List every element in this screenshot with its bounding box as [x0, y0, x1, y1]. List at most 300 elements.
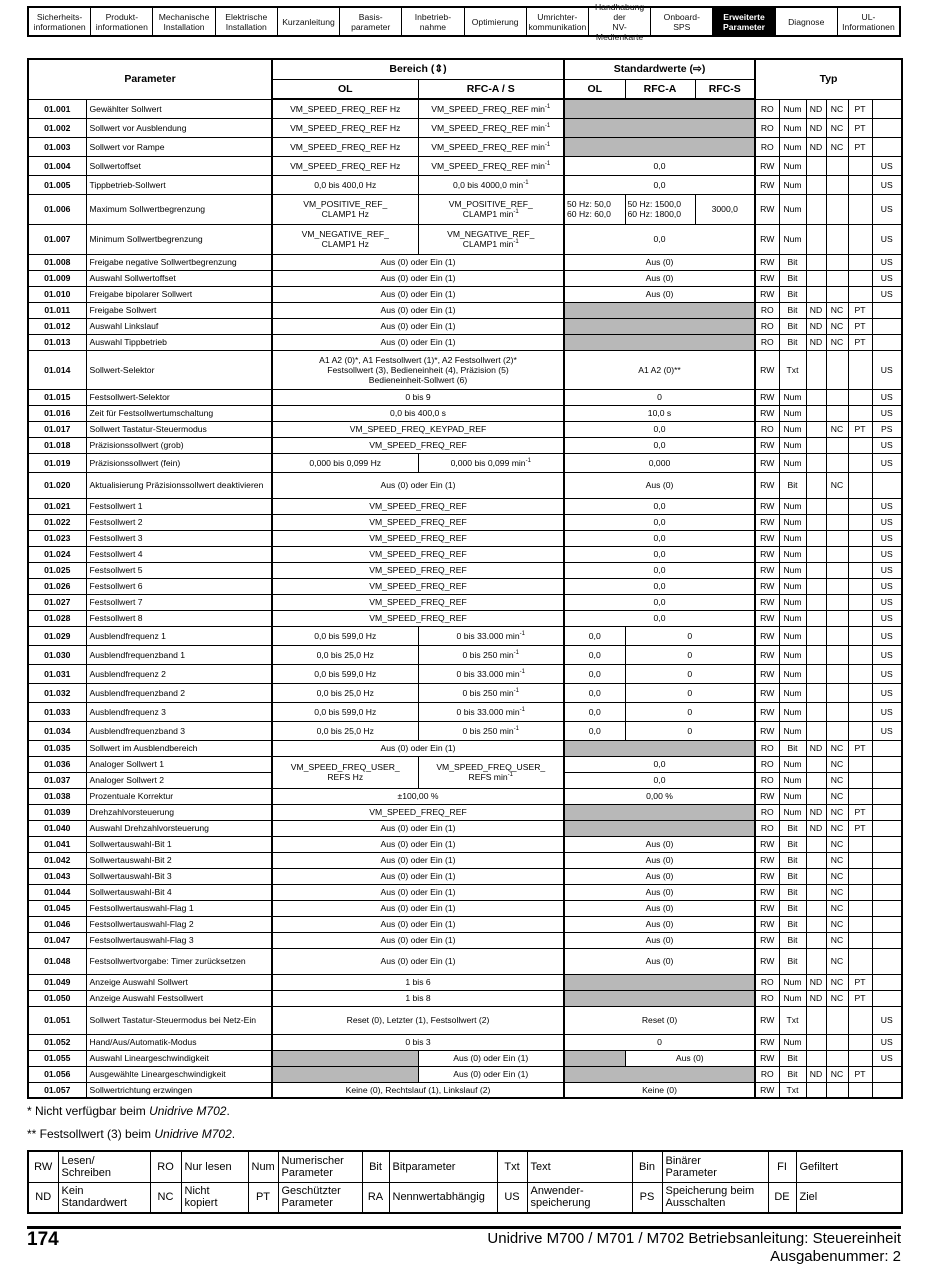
default-all: 0 [564, 389, 755, 405]
type-flag: US [872, 175, 902, 194]
table-row [28, 530, 902, 546]
type-flag: RW [755, 453, 779, 472]
legend-desc: Anwender- speicherung [527, 1182, 632, 1213]
type-flag: RW [755, 156, 779, 175]
type-flag: US [872, 594, 902, 610]
table-row [28, 350, 902, 389]
range-rfc: VM_SPEED_FREQ_REF $\min^{-1}$ [418, 137, 564, 156]
table-row [28, 788, 902, 804]
type-flag [848, 594, 872, 610]
type-flag [848, 868, 872, 884]
type-flag [826, 1050, 848, 1066]
table-row [28, 254, 902, 270]
param-number: 01.026 [28, 578, 86, 594]
range-all: Reset (0), Letzter (1), Festsollwert (2) [272, 1006, 564, 1034]
param-name: Festsollwertvorgabe: Timer zurücksetzen [86, 948, 272, 974]
default-rfc: 0 [625, 664, 755, 683]
default-na [564, 334, 755, 350]
range-all: ±100,00 % [272, 788, 564, 804]
table-row [28, 740, 902, 756]
type-flag: Num [779, 702, 806, 721]
range-ol: 0,0 bis 599,0 Hz [272, 702, 418, 721]
param-number: 01.024 [28, 546, 86, 562]
nav-tab[interactable]: Elektrische Installation [216, 8, 278, 35]
type-flag: Bit [779, 884, 806, 900]
type-flag: NC [826, 740, 848, 756]
range-rfc: VM_SPEED_FREQ_REF $\min^{-1}$ [418, 99, 564, 118]
range-all: Aus (0) oder Ein (1) [272, 868, 564, 884]
type-flag [848, 916, 872, 932]
default-na [564, 99, 755, 118]
type-flag [806, 562, 826, 578]
table-row [28, 820, 902, 836]
type-flag: NC [826, 118, 848, 137]
type-flag: US [872, 702, 902, 721]
header-default-rfc-s: RFC-S [695, 79, 755, 99]
default-na [564, 804, 755, 820]
type-flag [806, 224, 826, 254]
param-number: 01.037 [28, 772, 86, 788]
default-all: Aus (0) [564, 948, 755, 974]
param-number: 01.007 [28, 224, 86, 254]
param-number: 01.002 [28, 118, 86, 137]
param-name: Sollwert-Selektor [86, 350, 272, 389]
param-number: 01.031 [28, 664, 86, 683]
nav-tab[interactable]: Umrichter- kommunikation [527, 8, 589, 35]
type-flag: Bit [779, 820, 806, 836]
type-flag: Num [779, 453, 806, 472]
type-flag: RW [755, 788, 779, 804]
type-legend [27, 1150, 903, 1214]
header-range-rfc: RFC-A / S [418, 79, 564, 99]
table-row [28, 804, 902, 820]
table-row [28, 175, 902, 194]
default-rfc-s: 3000,0 [695, 194, 755, 224]
type-flag: RW [755, 405, 779, 421]
type-flag: Num [779, 514, 806, 530]
type-flag [848, 437, 872, 453]
table-row [28, 836, 902, 852]
type-flag: RW [755, 578, 779, 594]
default-all: Aus (0) [564, 836, 755, 852]
nav-tab[interactable]: Diagnose [776, 8, 838, 35]
legend-abbr: US [497, 1182, 527, 1213]
table-row [28, 99, 902, 118]
type-flag [806, 772, 826, 788]
legend-desc: Geschützter Parameter [278, 1182, 362, 1213]
type-flag [872, 334, 902, 350]
type-flag: ND [806, 334, 826, 350]
range-all: Aus (0) oder Ein (1) [272, 302, 564, 318]
range-all: VM_SPEED_FREQ_KEYPAD_REF [272, 421, 564, 437]
type-flag: Num [779, 788, 806, 804]
type-flag: RO [755, 99, 779, 118]
table-row [28, 645, 902, 664]
type-flag: Num [779, 645, 806, 664]
type-flag [806, 472, 826, 498]
legend-desc: Nicht kopiert [181, 1182, 248, 1213]
param-number: 01.049 [28, 974, 86, 990]
range-rfc: 0,000 bis 0,099 $\min^{-1}$ [418, 453, 564, 472]
table-row [28, 286, 902, 302]
range-all: VM_SPEED_FREQ_REF [272, 546, 564, 562]
range-ol: 0,000 bis 0,099 Hz [272, 453, 418, 472]
type-flag: RW [755, 1034, 779, 1050]
type-flag: RW [755, 626, 779, 645]
default-all: Aus (0) [564, 868, 755, 884]
default-rfc: 0 [625, 721, 755, 740]
range-all: VM_SPEED_FREQ_REF [272, 437, 564, 453]
table-row [28, 884, 902, 900]
table-row [28, 389, 902, 405]
type-flag [872, 472, 902, 498]
range-all: Aus (0) oder Ein (1) [272, 318, 564, 334]
type-flag: US [872, 224, 902, 254]
type-flag: RO [755, 740, 779, 756]
type-flag [848, 645, 872, 664]
param-name: Tippbetrieb-Sollwert [86, 175, 272, 194]
type-flag: Num [779, 974, 806, 990]
range-rfc: 0 bis 250 $\min^{-1}$ [418, 645, 564, 664]
type-flag: ND [806, 99, 826, 118]
type-flag: RO [755, 990, 779, 1006]
range-all: VM_SPEED_FREQ_REF [272, 594, 564, 610]
legend-row [28, 1182, 902, 1213]
type-flag: US [872, 530, 902, 546]
default-na [564, 740, 755, 756]
type-flag: Num [779, 1034, 806, 1050]
type-flag: Num [779, 804, 806, 820]
type-flag: RW [755, 610, 779, 626]
legend-abbr: DE [768, 1182, 796, 1213]
type-flag: Bit [779, 286, 806, 302]
type-flag: US [872, 498, 902, 514]
type-flag: Num [779, 118, 806, 137]
table-row [28, 626, 902, 645]
type-flag [826, 645, 848, 664]
type-flag: US [872, 721, 902, 740]
type-flag: Num [779, 578, 806, 594]
default-all: 0,0 [564, 562, 755, 578]
type-flag [806, 932, 826, 948]
default-all: 0,0 [564, 756, 755, 772]
range-all: 0 bis 9 [272, 389, 564, 405]
default-all: 0,000 [564, 453, 755, 472]
type-flag: NC [826, 334, 848, 350]
type-flag [806, 437, 826, 453]
type-flag: RW [755, 286, 779, 302]
type-flag [848, 578, 872, 594]
type-flag: Num [779, 594, 806, 610]
type-flag [826, 254, 848, 270]
param-name: Hand/Aus/Automatik-Modus [86, 1034, 272, 1050]
range-ol: 0,0 bis 599,0 Hz [272, 626, 418, 645]
type-flag: RO [755, 421, 779, 437]
type-flag [806, 756, 826, 772]
type-flag: RW [755, 884, 779, 900]
type-flag [848, 405, 872, 421]
nav-tab[interactable]: UL-Informationen [842, 11, 895, 32]
type-flag: Num [779, 437, 806, 453]
param-number: 01.032 [28, 683, 86, 702]
type-flag: US [872, 562, 902, 578]
type-flag [848, 254, 872, 270]
table-row [28, 974, 902, 990]
chapter-nav [27, 1, 901, 42]
type-flag [848, 683, 872, 702]
header-defaults: Standardwerte (⇨) [564, 59, 755, 79]
type-flag: RW [755, 664, 779, 683]
type-flag [806, 350, 826, 389]
type-flag: RW [755, 916, 779, 932]
type-flag: US [872, 546, 902, 562]
footer-rule [27, 1226, 901, 1229]
type-flag: US [872, 286, 902, 302]
range-all: VM_SPEED_FREQ_REF [272, 530, 564, 546]
type-flag: ND [806, 820, 826, 836]
type-flag [806, 900, 826, 916]
param-number: 01.033 [28, 702, 86, 721]
param-number: 01.011 [28, 302, 86, 318]
range-rfc: 0 bis 250 $\min^{-1}$ [418, 683, 564, 702]
default-all: 0,0 [564, 546, 755, 562]
default-rfc-a: 50 Hz: 1500,0 60 Hz: 1800,0 [625, 194, 695, 224]
type-flag: RW [755, 594, 779, 610]
type-flag: ND [806, 302, 826, 318]
type-flag: ND [806, 740, 826, 756]
param-name: Ausblendfrequenz 2 [86, 664, 272, 683]
param-number: 01.038 [28, 788, 86, 804]
type-flag: Bit [779, 1066, 806, 1082]
table-row [28, 1034, 902, 1050]
type-flag: RW [755, 546, 779, 562]
param-name: Auswahl Drehzahlvorsteuerung [86, 820, 272, 836]
legend-abbr: PS [632, 1182, 662, 1213]
default-all: 0,0 [564, 498, 755, 514]
type-flag: Num [779, 194, 806, 224]
type-flag [806, 453, 826, 472]
type-flag [848, 702, 872, 721]
range-all: Aus (0) oder Ein (1) [272, 884, 564, 900]
range-all: Aus (0) oder Ein (1) [272, 740, 564, 756]
nav-tab[interactable]: Sicherheits- informationen [29, 8, 91, 35]
type-flag: Num [779, 530, 806, 546]
param-number: 01.056 [28, 1066, 86, 1082]
range-rfc: Aus (0) oder Ein (1) [418, 1066, 564, 1082]
nav-tab[interactable]: Erweiterte Parameter [713, 8, 775, 35]
type-flag: RW [755, 852, 779, 868]
default-ol: 0,0 [564, 664, 625, 683]
default-na [564, 820, 755, 836]
table-row [28, 916, 902, 932]
type-flag: PT [848, 99, 872, 118]
type-flag: RO [755, 118, 779, 137]
range-ol: VM_SPEED_FREQ_REF Hz [272, 118, 418, 137]
type-flag [872, 1066, 902, 1082]
footnote-1: * Nicht verfügbar beim Unidrive M702. [27, 1104, 230, 1118]
range-ol: VM_POSITIVE_REF_ CLAMP1 Hz [272, 194, 418, 224]
param-name: Sollwertauswahl-Bit 1 [86, 836, 272, 852]
type-flag [806, 610, 826, 626]
type-flag [872, 1082, 902, 1098]
type-flag: PT [848, 118, 872, 137]
legend-abbr: PT [248, 1182, 278, 1213]
param-number: 01.043 [28, 868, 86, 884]
range-all: A1 A2 (0)*, A1 Festsollwert (1)*, A2 Festsollwert (2)* Festsollwert (3), Bedieneinheit (4), Präzision (5) Bedieneinheit-Sollwert (6) [272, 350, 564, 389]
default-all: Aus (0) [564, 472, 755, 498]
header-default-ol: OL [564, 79, 625, 99]
type-flag: NC [826, 1066, 848, 1082]
table-row [28, 664, 902, 683]
nav-tab[interactable]: Basis- parameter [340, 8, 402, 35]
type-flag [872, 932, 902, 948]
default-all: Aus (0) [564, 254, 755, 270]
range-all: Aus (0) oder Ein (1) [272, 820, 564, 836]
type-flag [826, 702, 848, 721]
type-flag: RW [755, 932, 779, 948]
type-flag [848, 350, 872, 389]
table-row [28, 156, 902, 175]
param-name: Gewählter Sollwert [86, 99, 272, 118]
type-flag [826, 350, 848, 389]
type-flag [872, 99, 902, 118]
type-flag: RW [755, 836, 779, 852]
type-flag [848, 1034, 872, 1050]
param-number: 01.022 [28, 514, 86, 530]
type-flag [826, 664, 848, 683]
nav-tab[interactable]: Kurzanleitung [278, 8, 340, 35]
type-flag [872, 884, 902, 900]
param-number: 01.042 [28, 852, 86, 868]
type-flag [848, 610, 872, 626]
range-all: VM_SPEED_FREQ_REF [272, 578, 564, 594]
header-default-rfc-a: RFC-A [625, 79, 695, 99]
type-flag: US [872, 194, 902, 224]
type-flag: RW [755, 437, 779, 453]
type-flag [872, 740, 902, 756]
type-flag: RW [755, 1006, 779, 1034]
default-all: Aus (0) [564, 286, 755, 302]
range-rfc: 0 bis 33.000 $\min^{-1}$ [418, 664, 564, 683]
range-all: VM_SPEED_FREQ_REF [272, 498, 564, 514]
type-flag: NC [826, 302, 848, 318]
param-number: 01.045 [28, 900, 86, 916]
type-flag [806, 405, 826, 421]
type-flag [848, 836, 872, 852]
type-flag [872, 852, 902, 868]
nav-tab[interactable]: Mechanische Installation [153, 8, 215, 35]
type-flag: RO [755, 772, 779, 788]
type-flag [848, 498, 872, 514]
type-flag [806, 578, 826, 594]
legend-abbr: RW [28, 1151, 58, 1182]
type-flag [826, 194, 848, 224]
type-flag: ND [806, 118, 826, 137]
nav-tab[interactable]: Handhabung der NV-Medienkarte [589, 8, 651, 35]
type-flag: PT [848, 334, 872, 350]
range-ol [272, 1066, 418, 1082]
type-flag [826, 610, 848, 626]
param-number: 01.030 [28, 645, 86, 664]
type-flag [848, 788, 872, 804]
type-flag [806, 702, 826, 721]
type-flag [848, 772, 872, 788]
type-flag: NC [826, 421, 848, 437]
table-row [28, 270, 902, 286]
param-number: 01.027 [28, 594, 86, 610]
type-flag [806, 514, 826, 530]
param-name: Freigabe Sollwert [86, 302, 272, 318]
table-row [28, 137, 902, 156]
param-name: Ausblendfrequenzband 2 [86, 683, 272, 702]
default-all: 0,0 [564, 578, 755, 594]
param-number: 01.036 [28, 756, 86, 772]
default-all: Aus (0) [564, 932, 755, 948]
param-name: Freigabe negative Sollwertbegrenzung [86, 254, 272, 270]
type-flag: RO [755, 302, 779, 318]
param-number: 01.047 [28, 932, 86, 948]
type-flag: NC [826, 804, 848, 820]
type-flag: Num [779, 626, 806, 645]
table-row [28, 405, 902, 421]
type-flag: PT [848, 302, 872, 318]
default-rfc: 0 [625, 626, 755, 645]
type-flag: Bit [779, 916, 806, 932]
type-flag [826, 175, 848, 194]
type-flag: NC [826, 932, 848, 948]
type-flag [826, 1006, 848, 1034]
type-flag [806, 286, 826, 302]
type-flag: Txt [779, 350, 806, 389]
nav-tab[interactable]: Produkt- informationen [91, 8, 153, 35]
nav-tab[interactable]: Inbetrieb- nahme [402, 8, 464, 35]
nav-tab[interactable]: Onboard- SPS [651, 8, 713, 35]
default-all: 0,0 [564, 610, 755, 626]
type-flag [872, 118, 902, 137]
default-all: 0,0 [564, 156, 755, 175]
param-name: Prozentuale Korrektur [86, 788, 272, 804]
param-name: Festsollwert 2 [86, 514, 272, 530]
param-name: Freigabe bipolarer Sollwert [86, 286, 272, 302]
table-row [28, 948, 902, 974]
type-flag: RW [755, 702, 779, 721]
range-rfc: VM_SPEED_FREQ_REF $\min^{-1}$ [418, 118, 564, 137]
param-number: 01.005 [28, 175, 86, 194]
type-flag: Bit [779, 472, 806, 498]
type-flag [848, 194, 872, 224]
default-all: Aus (0) [564, 916, 755, 932]
type-flag: RW [755, 868, 779, 884]
range-ol: VM_SPEED_FREQ_REF Hz [272, 137, 418, 156]
type-flag [872, 137, 902, 156]
type-flag [806, 1034, 826, 1050]
default-na [564, 118, 755, 137]
type-flag [806, 683, 826, 702]
range-ol: 0,0 bis 25,0 Hz [272, 645, 418, 664]
legend-desc: Kein Standardwert [58, 1182, 150, 1213]
nav-tab[interactable]: Optimierung [465, 8, 527, 35]
type-flag [848, 1006, 872, 1034]
type-flag [806, 194, 826, 224]
type-flag [806, 884, 826, 900]
type-flag: NC [826, 472, 848, 498]
param-number: 01.035 [28, 740, 86, 756]
default-all: A1 A2 (0)** [564, 350, 755, 389]
range-all: 1 bis 8 [272, 990, 564, 1006]
param-number: 01.046 [28, 916, 86, 932]
param-number: 01.021 [28, 498, 86, 514]
type-flag: RW [755, 530, 779, 546]
